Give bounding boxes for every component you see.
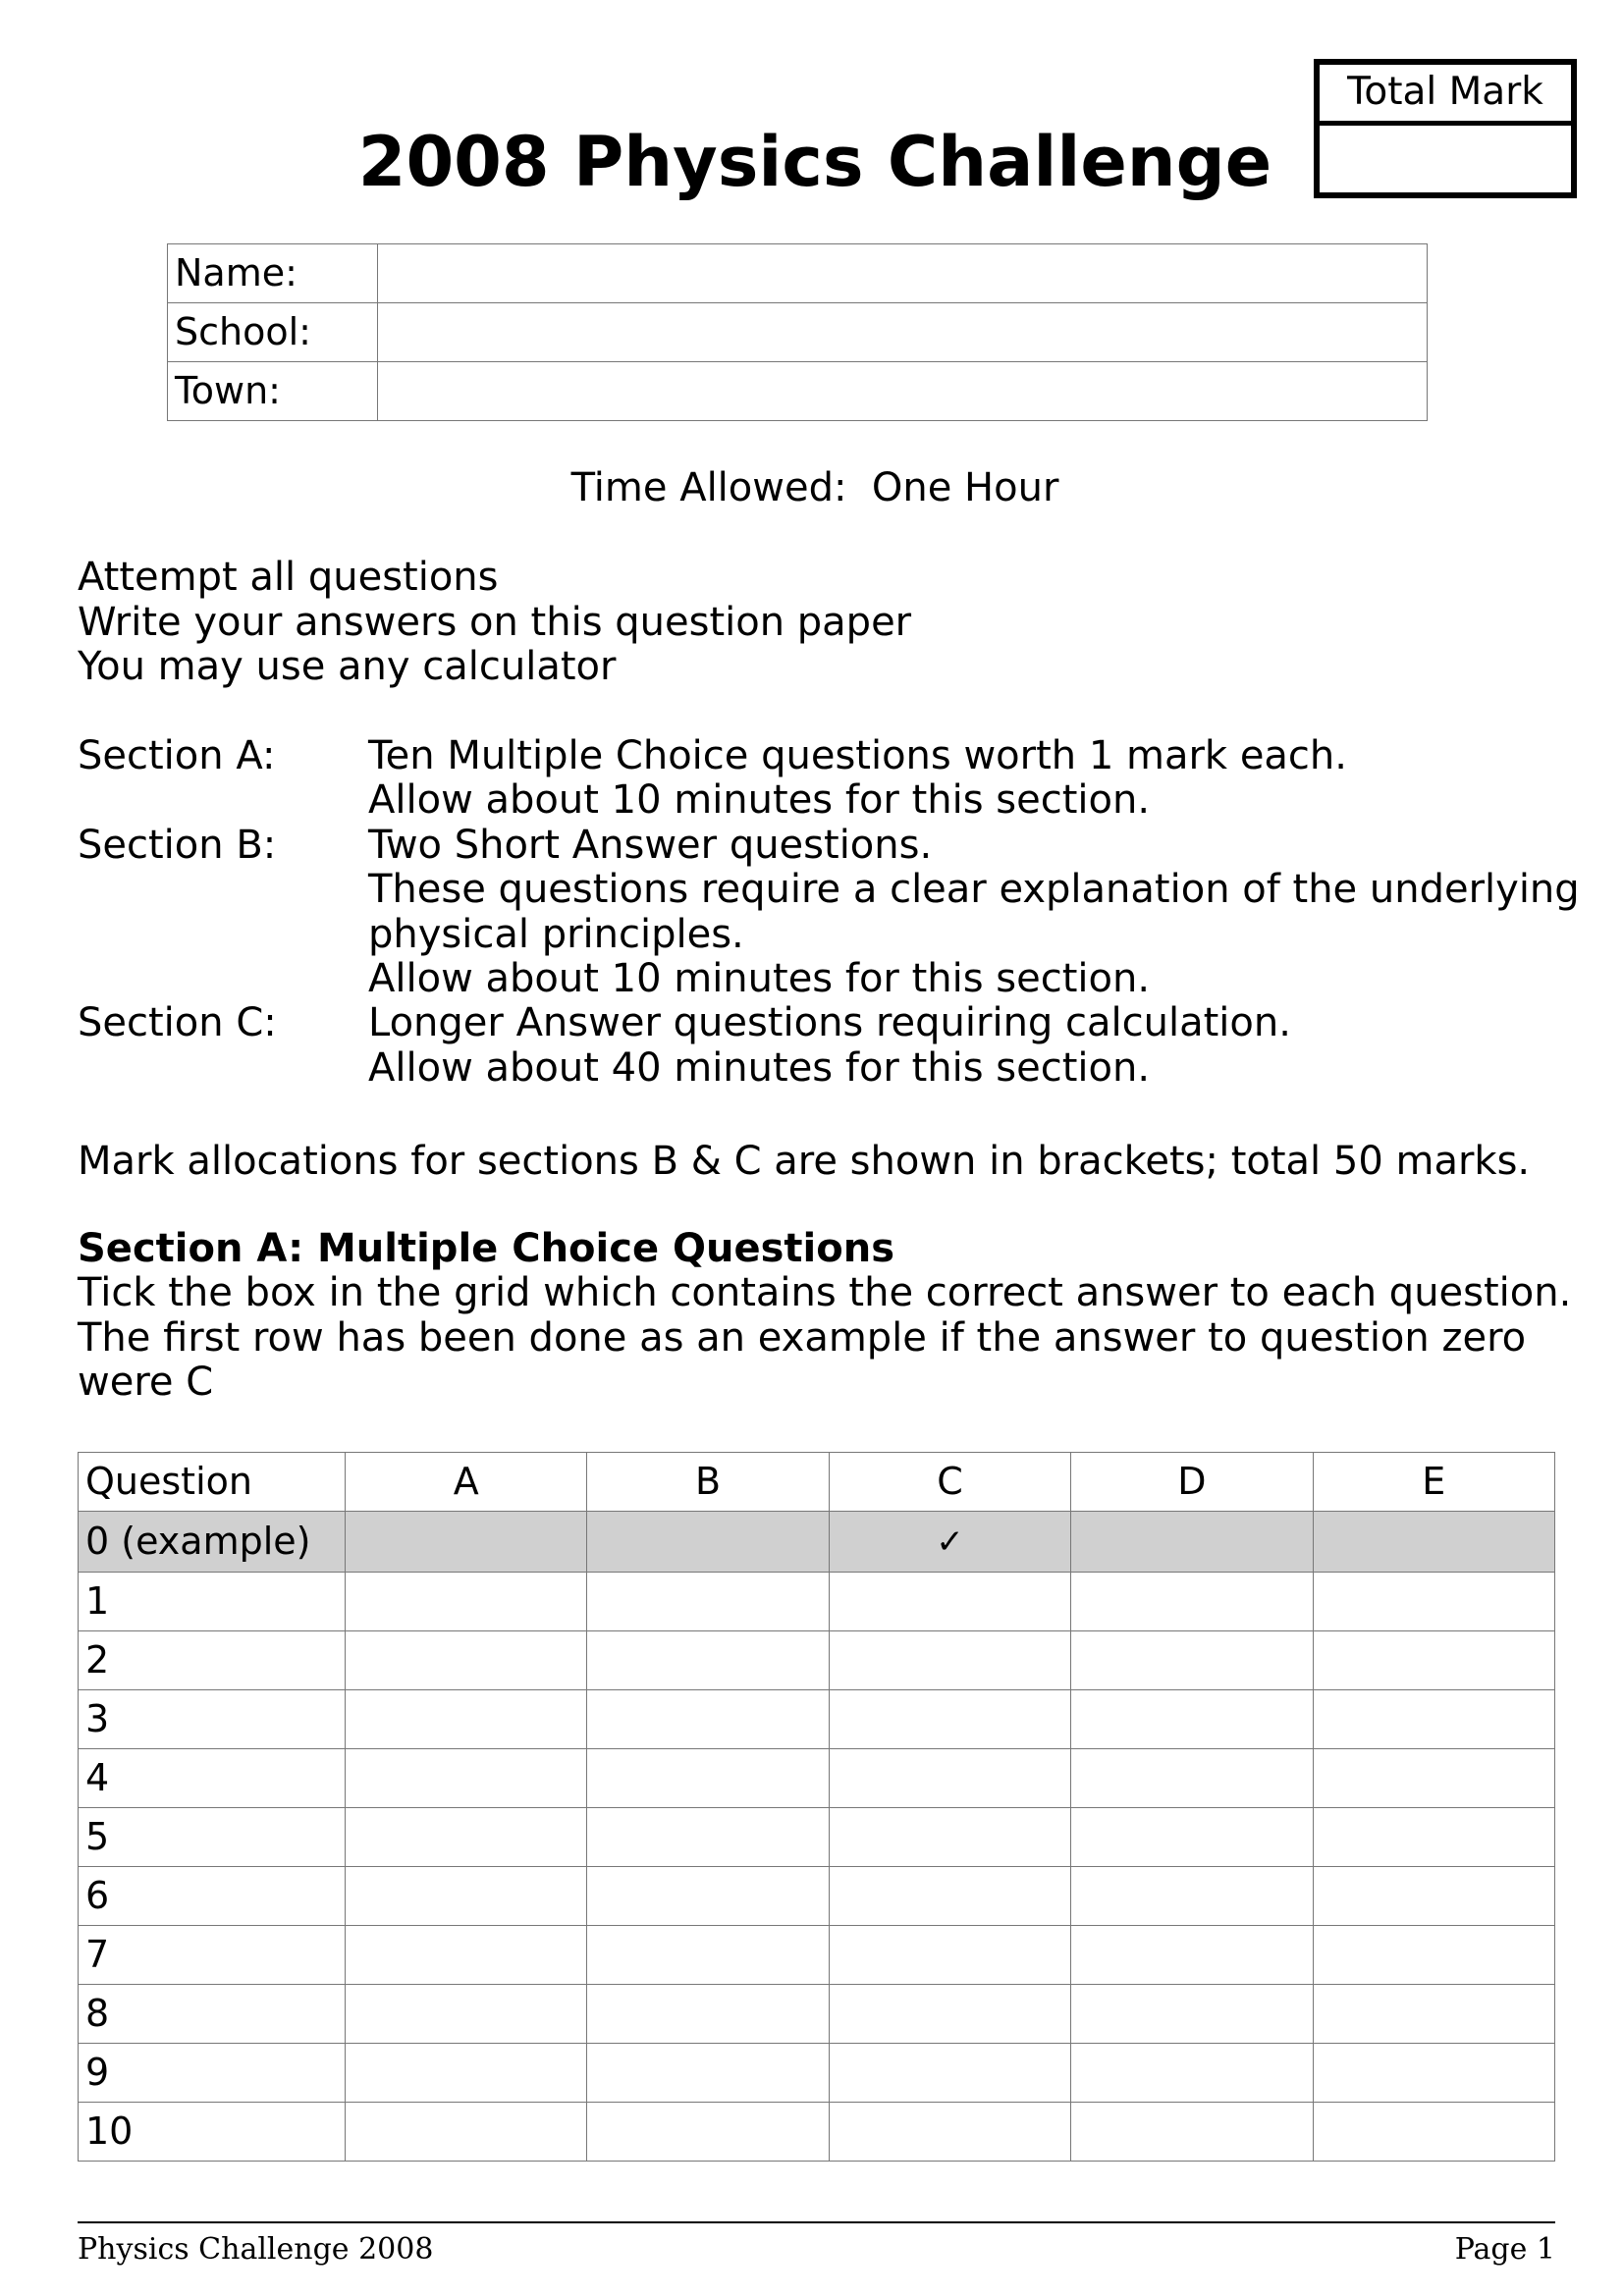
answer-cell-b[interactable] bbox=[587, 1808, 829, 1867]
answer-cell-c[interactable] bbox=[829, 1749, 1070, 1808]
answer-cell-a[interactable] bbox=[346, 1573, 587, 1631]
answer-cell-b[interactable] bbox=[587, 2044, 829, 2103]
section-a-heading: Section A: Multiple Choice Questions bbox=[78, 1226, 895, 1271]
footer-divider bbox=[78, 2221, 1555, 2223]
footer-title: Physics Challenge 2008 bbox=[78, 2232, 434, 2267]
answer-cell-d[interactable] bbox=[1071, 1926, 1313, 1985]
answer-cell-c bbox=[829, 1512, 1070, 1573]
total-mark-box bbox=[1314, 59, 1577, 198]
section-a-line: The first row has been done as an example if the answer to question zero bbox=[78, 1314, 1527, 1361]
page-number: Page 1 bbox=[1454, 2232, 1555, 2267]
time-allowed: Time Allowed: One Hour bbox=[570, 465, 1059, 510]
answer-cell-c[interactable] bbox=[829, 1985, 1070, 2044]
section-c-overview bbox=[78, 1001, 1623, 1091]
details-row-name bbox=[168, 244, 1428, 303]
marks-note: Mark allocations for sections B & C are shown in brackets; total 50 marks. bbox=[78, 1139, 1531, 1184]
section-description bbox=[368, 824, 1623, 1002]
section-line: Longer Answer questions requiring calculation. bbox=[368, 1000, 1291, 1046]
section-line: Allow about 10 minutes for this section. bbox=[368, 956, 1151, 1002]
example-row bbox=[79, 1512, 1555, 1573]
section-line: These questions require a clear explanation of the underlying bbox=[368, 867, 1580, 913]
section-line: physical principles. bbox=[368, 911, 744, 957]
section-line: Allow about 40 minutes for this section. bbox=[368, 1044, 1151, 1091]
answer-cell-a[interactable] bbox=[346, 1631, 587, 1690]
instructions-list bbox=[78, 556, 911, 690]
grid-header-row bbox=[79, 1453, 1555, 1512]
answer-cell-d[interactable] bbox=[1071, 1749, 1313, 1808]
section-a-overview bbox=[78, 734, 1623, 824]
answer-cell-c[interactable] bbox=[829, 1690, 1070, 1749]
answer-cell-d[interactable] bbox=[1071, 1808, 1313, 1867]
answer-cell-c[interactable] bbox=[829, 2103, 1070, 2162]
answer-cell-d[interactable] bbox=[1071, 1631, 1313, 1690]
question-number: 9 bbox=[79, 2044, 346, 2103]
tick-icon: ✓ bbox=[936, 1522, 964, 1562]
section-a-intro bbox=[78, 1227, 1571, 1406]
question-row bbox=[79, 1749, 1555, 1808]
question-number: 4 bbox=[79, 1749, 346, 1808]
question-row bbox=[79, 2103, 1555, 2162]
answer-cell-a[interactable] bbox=[346, 1690, 587, 1749]
question-number: 0 (example) bbox=[79, 1512, 346, 1573]
question-number: 6 bbox=[79, 1867, 346, 1926]
question-number: 3 bbox=[79, 1690, 346, 1749]
question-row bbox=[79, 1926, 1555, 1985]
total-mark-label: Total Mark bbox=[1320, 65, 1571, 126]
school-field[interactable] bbox=[378, 303, 1428, 362]
answer-cell-c[interactable] bbox=[829, 1808, 1070, 1867]
question-number: 8 bbox=[79, 1985, 346, 2044]
answer-cell-a[interactable] bbox=[346, 1808, 587, 1867]
answer-cell-e[interactable] bbox=[1313, 1749, 1554, 1808]
answer-cell-d[interactable] bbox=[1071, 1985, 1313, 2044]
answer-cell-a bbox=[346, 1512, 587, 1573]
answer-cell-e bbox=[1313, 1512, 1554, 1573]
answer-cell-e[interactable] bbox=[1313, 1690, 1554, 1749]
answer-cell-e[interactable] bbox=[1313, 1631, 1554, 1690]
answer-cell-d[interactable] bbox=[1071, 1690, 1313, 1749]
question-number: 7 bbox=[79, 1926, 346, 1985]
details-row-school bbox=[168, 303, 1428, 362]
section-line: Ten Multiple Choice questions worth 1 mark each. bbox=[368, 733, 1347, 778]
candidate-details-table bbox=[167, 243, 1428, 421]
answer-cell-e[interactable] bbox=[1313, 1867, 1554, 1926]
answer-cell-e[interactable] bbox=[1313, 1985, 1554, 2044]
answer-cell-b[interactable] bbox=[587, 1867, 829, 1926]
section-a-line: Tick the box in the grid which contains the correct answer to each question. bbox=[78, 1270, 1572, 1316]
section-b-overview bbox=[78, 824, 1623, 1002]
answer-cell-b[interactable] bbox=[587, 1631, 829, 1690]
question-row bbox=[79, 1808, 1555, 1867]
section-label: Section B: bbox=[78, 822, 277, 868]
answer-cell-a[interactable] bbox=[346, 2103, 587, 2162]
question-number: 2 bbox=[79, 1631, 346, 1690]
option-c-header: C bbox=[829, 1453, 1070, 1512]
answer-cell-a[interactable] bbox=[346, 1985, 587, 2044]
answer-cell-c[interactable] bbox=[829, 1573, 1070, 1631]
details-row-town bbox=[168, 362, 1428, 421]
answer-cell-b bbox=[587, 1512, 829, 1573]
answer-cell-e[interactable] bbox=[1313, 1573, 1554, 1631]
question-row bbox=[79, 1867, 1555, 1926]
question-column-header: Question bbox=[79, 1453, 346, 1512]
answer-cell-c[interactable] bbox=[829, 2044, 1070, 2103]
answer-cell-b[interactable] bbox=[587, 1926, 829, 1985]
question-row bbox=[79, 1631, 1555, 1690]
instruction-line: Write your answers on this question paper bbox=[78, 599, 912, 645]
question-number: 10 bbox=[79, 2103, 346, 2162]
answer-cell-a[interactable] bbox=[346, 1867, 587, 1926]
question-number: 5 bbox=[79, 1808, 346, 1867]
question-row bbox=[79, 1573, 1555, 1631]
school-label: School: bbox=[168, 303, 378, 362]
answer-cell-b[interactable] bbox=[587, 1749, 829, 1808]
answer-cell-d[interactable] bbox=[1071, 2044, 1313, 2103]
town-field[interactable] bbox=[378, 362, 1428, 421]
answer-cell-a[interactable] bbox=[346, 2044, 587, 2103]
question-row bbox=[79, 2044, 1555, 2103]
page-title: 2008 Physics Challenge bbox=[357, 122, 1272, 202]
town-label: Town: bbox=[168, 362, 378, 421]
option-a-header: A bbox=[346, 1453, 587, 1512]
answer-cell-d[interactable] bbox=[1071, 1573, 1313, 1631]
instruction-line: You may use any calculator bbox=[78, 644, 617, 690]
answer-cell-a[interactable] bbox=[346, 1749, 587, 1808]
question-row bbox=[79, 1985, 1555, 2044]
option-e-header: E bbox=[1313, 1453, 1554, 1512]
name-field[interactable] bbox=[378, 244, 1428, 303]
instruction-line: Attempt all questions bbox=[78, 555, 499, 600]
answer-cell-e[interactable] bbox=[1313, 1808, 1554, 1867]
section-line: Allow about 10 minutes for this section. bbox=[368, 777, 1151, 824]
answer-cell-e[interactable] bbox=[1313, 1926, 1554, 1985]
section-label: Section A: bbox=[78, 733, 276, 778]
answer-cell-d bbox=[1071, 1512, 1313, 1573]
answer-cell-b[interactable] bbox=[587, 2103, 829, 2162]
section-a-line: were C bbox=[78, 1360, 214, 1406]
section-description bbox=[368, 734, 1623, 824]
answer-cell-a[interactable] bbox=[346, 1926, 587, 1985]
name-label: Name: bbox=[168, 244, 378, 303]
section-description bbox=[368, 1001, 1623, 1091]
answer-cell-c[interactable] bbox=[829, 1631, 1070, 1690]
answer-cell-e[interactable] bbox=[1313, 2103, 1554, 2162]
option-d-header: D bbox=[1071, 1453, 1313, 1512]
question-row bbox=[79, 1690, 1555, 1749]
section-line: Two Short Answer questions. bbox=[368, 822, 933, 868]
question-number: 1 bbox=[79, 1573, 346, 1631]
answer-cell-d[interactable] bbox=[1071, 2103, 1313, 2162]
answer-cell-e[interactable] bbox=[1313, 2044, 1554, 2103]
answer-cell-b[interactable] bbox=[587, 1690, 829, 1749]
answer-cell-b[interactable] bbox=[587, 1573, 829, 1631]
section-label: Section C: bbox=[78, 1000, 277, 1046]
answer-cell-d[interactable] bbox=[1071, 1867, 1313, 1926]
answer-cell-c[interactable] bbox=[829, 1926, 1070, 1985]
answer-grid bbox=[78, 1452, 1555, 2162]
option-b-header: B bbox=[587, 1453, 829, 1512]
answer-cell-c[interactable] bbox=[829, 1867, 1070, 1926]
section-overview bbox=[78, 734, 1623, 1091]
answer-cell-b[interactable] bbox=[587, 1985, 829, 2044]
